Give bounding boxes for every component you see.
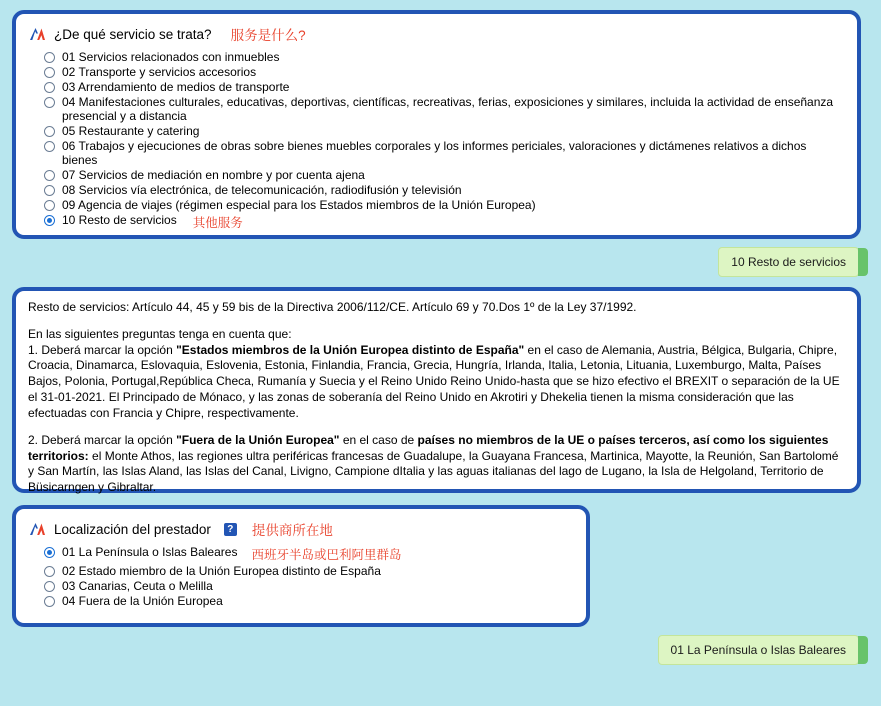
- option-row[interactable]: [28, 139, 845, 167]
- radio-location-01[interactable]: [44, 547, 55, 558]
- question2-header: [28, 519, 574, 539]
- option-label: 10 Resto de servicios: [62, 213, 177, 227]
- question2-options: [28, 545, 574, 608]
- option-row[interactable]: [28, 213, 845, 231]
- question1-title: ¿De qué servicio se trata?: [54, 26, 212, 42]
- radio-location-03[interactable]: [44, 581, 55, 592]
- radio-option-01[interactable]: [44, 52, 55, 63]
- question-card-provider-location: [12, 505, 590, 627]
- option-row[interactable]: [28, 95, 845, 123]
- option-label: 08 Servicios vía electrónica, de telecomunicación, radiodifusión y televisión: [62, 183, 462, 197]
- radio-option-10[interactable]: [44, 215, 55, 226]
- info-paragraph-3: [28, 433, 845, 496]
- info-card-rest-of-services: [12, 287, 861, 493]
- option-label: 09 Agencia de viajes (régimen especial para los Estados miembros de la Unión Europea): [62, 198, 536, 212]
- info-rule-1-rest: en el caso de Alemania, Austria, Bélgica, Bulgaria, Chipre, Croacia, Dinamarca, Eslovaquia, Eslovenia, Estonia, Finlandia, Francia, Grecia, Hungría, Irlanda, Italia, Letonia, Lituania, Luxemburgo, Malta, Países Bajos, Polonia, Portugal,República Checa, Rumanía y Suecia y el Reino Unido Reino Unido-hasta que se hizo efectivo el BREXIT o separación de la UE el 31-01-2021. El Principado de Mónaco, y las zonas de soberanía del Reino Unido en Akrotiri y Dhekelia tienen la misma consideración que las efectuadas con Francia y Chipre, respectivamente.: [28, 342, 840, 420]
- info-paragraph-2: [28, 327, 845, 422]
- option-label: 04 Manifestaciones culturales, educativas, deportivas, científicas, recreativas, ferias, exposiciones y similares, incluida la actividad de enseñanza presencial y a distancia: [62, 95, 834, 123]
- info-rule-2-rest: el Monte Athos, las regiones ultra periféricas francesas de Guadalupe, la Guayana Francesa, Martinica, Mayotte, la Reunión, San Bartolomé y San Martín, las Islas Aland, las Islas del Canal, Livigno, Campione dItalia y las aguas italianas del lago de Lugano, la Isla de Helgoland, Territorio de Büsicarngen y Gibraltar.: [28, 448, 839, 495]
- option-label: 04 Fuera de la Unión Europea: [62, 594, 223, 608]
- option-row[interactable]: [28, 124, 845, 138]
- radio-option-02[interactable]: [44, 67, 55, 78]
- info-paragraph-1: Resto de servicios: Artículo 44, 45 y 59 bis de la Directiva 2006/112/CE. Artículo 69 y 70.Dos 1º de la Ley 37/1992.: [28, 300, 637, 314]
- radio-option-05[interactable]: [44, 126, 55, 137]
- info-rule-1-bold: "Estados miembros de la Unión Europea distinto de España": [176, 342, 525, 357]
- question1-title-translation: 服务是什么?: [230, 28, 306, 43]
- radio-option-09[interactable]: [44, 200, 55, 211]
- info-rule-1-prefix: 1. Deberá marcar la opción: [28, 342, 177, 357]
- option-label: 03 Canarias, Ceuta o Melilla: [62, 579, 213, 593]
- answer-row-provider-location: [12, 635, 869, 665]
- radio-option-07[interactable]: [44, 170, 55, 181]
- option-label: 01 Servicios relacionados con inmuebles: [62, 50, 280, 64]
- option-label: 07 Servicios de mediación en nombre y por cuenta ajena: [62, 168, 365, 182]
- option-row[interactable]: [28, 168, 845, 182]
- option-row[interactable]: [28, 65, 845, 79]
- option-row[interactable]: [28, 564, 574, 578]
- option-row[interactable]: [28, 579, 574, 593]
- question1-header: [28, 24, 845, 44]
- radio-option-03[interactable]: [44, 82, 55, 93]
- answer-bubble-service-type[interactable]: 10 Resto de servicios: [718, 247, 859, 277]
- question2-wrapper: [12, 505, 869, 627]
- option-label: 02 Transporte y servicios accesorios: [62, 65, 257, 79]
- option-label-translation: 其他服务: [192, 216, 243, 230]
- question2-title-translation: 提供商所在地: [251, 523, 333, 538]
- option-row[interactable]: [28, 50, 845, 64]
- option-label: 05 Restaurante y catering: [62, 124, 200, 138]
- question1-options: [28, 50, 845, 231]
- option-row[interactable]: [28, 545, 574, 563]
- option-label: 03 Arrendamiento de medios de transporte: [62, 80, 290, 94]
- info-rule-2-mid: en el caso de: [339, 432, 418, 447]
- option-row[interactable]: [28, 198, 845, 212]
- answer-row-service-type: [12, 247, 869, 277]
- info-rule-2-bold-2: países no miembros de la UE o países terceros, así como los siguientes territorios:: [28, 432, 829, 463]
- app-logo-icon: [28, 25, 47, 44]
- option-label: 02 Estado miembro de la Unión Europea distinto de España: [62, 564, 381, 578]
- info-rule-2-bold: "Fuera de la Unión Europea": [176, 432, 340, 447]
- question2-title: Localización del prestador: [54, 521, 211, 537]
- answer-bubble-provider-location[interactable]: 01 La Península o Islas Baleares: [658, 635, 859, 665]
- option-label: 06 Trabajos y ejecuciones de obras sobre bienes muebles corporales y los informes periciales, valoraciones y dictámenes relativos a dichos bienes: [62, 139, 807, 167]
- question-card-service-type: [12, 10, 861, 239]
- radio-option-06[interactable]: [44, 141, 55, 152]
- info-rule-2-prefix: 2. Deberá marcar la opción: [28, 432, 177, 447]
- radio-location-04[interactable]: [44, 596, 55, 607]
- radio-option-04[interactable]: [44, 97, 55, 108]
- help-icon[interactable]: ?: [224, 523, 237, 536]
- option-row[interactable]: [28, 183, 845, 197]
- option-label: 01 La Península o Islas Baleares: [62, 545, 238, 559]
- info-lead: En las siguientes preguntas tenga en cuenta que:: [28, 326, 292, 341]
- option-label-translation: 西班牙半岛或巴利阿里群岛: [251, 548, 402, 562]
- option-row[interactable]: [28, 80, 845, 94]
- option-row[interactable]: [28, 594, 574, 608]
- app-logo-icon: [28, 520, 47, 539]
- radio-location-02[interactable]: [44, 566, 55, 577]
- radio-option-08[interactable]: [44, 185, 55, 196]
